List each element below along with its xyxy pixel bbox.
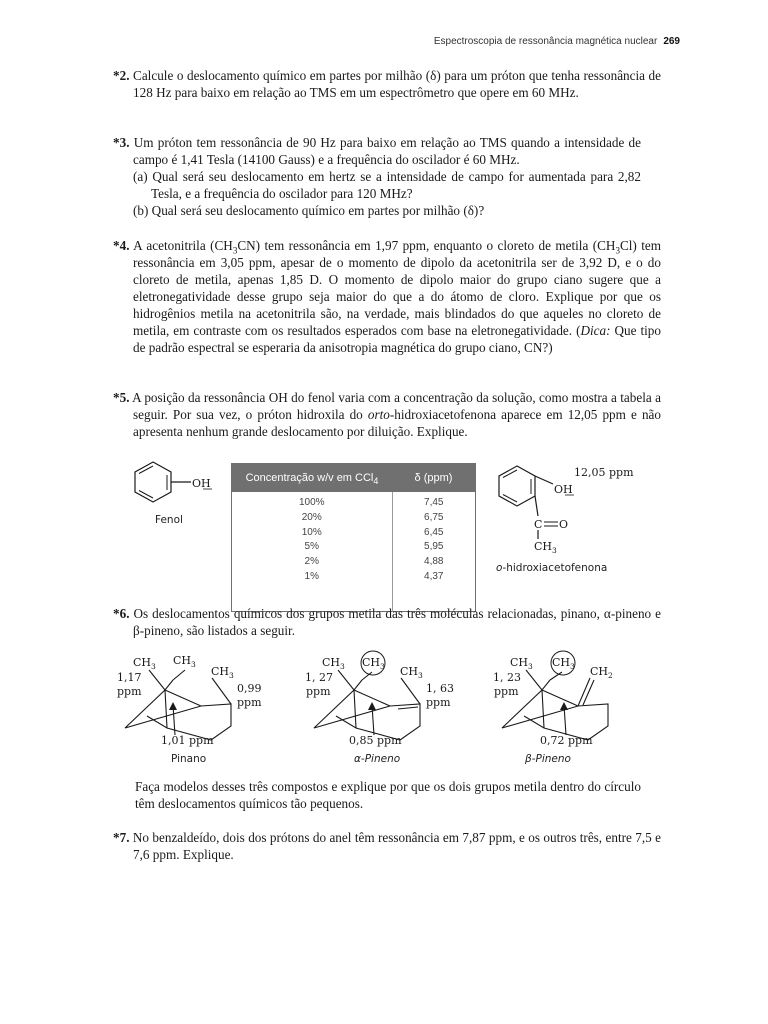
- carbonyl-carbon-label: C: [534, 518, 543, 531]
- shift-column: [392, 492, 476, 612]
- svg-text:CH3: $CH_3$: [173, 654, 196, 669]
- problem-7-text: No benzaldeído, dois dos prótons do anel têm ressonância em 7,87 ppm, e os outros três, entre 7,5 e 7,6 ppm. Explique.: [132, 830, 661, 862]
- svg-text:CH3: $CH_3$: [400, 665, 423, 680]
- problem-3b: (b) Qual será seu deslocamento químico em partes por milhão (δ)?: [133, 203, 485, 218]
- svg-text:CH3: $CH_3$: [362, 656, 385, 671]
- running-header: [434, 36, 680, 47]
- problem-6-number: *6.: [113, 606, 130, 621]
- concentration-row: 100%: [298, 497, 325, 508]
- concentration-row: 5%: [304, 541, 319, 553]
- problem-6-followup: Faça modelos desses três compostos e explique por que os dois grupos metila dentro do círculo têm deslocamentos químicos tão pequenos.: [135, 779, 641, 811]
- hydroxyacetophenone-structure: [490, 462, 640, 562]
- beta-shift-c: 0,72 ppm: [540, 734, 593, 747]
- alpha-shift-b: 1, 63: [426, 682, 454, 695]
- problem-2-number: *2.: [113, 68, 130, 83]
- pinano-shift-b: 0,99: [237, 682, 262, 695]
- pinano-shift-a: 1,17: [117, 671, 142, 684]
- problem-4: *4. A acetonitrila $(CH_3CN)$ tem ressonância em 1,97 ppm, enquanto o cloreto de metila $(CH_3Cl)$ tem ressonância em 3,05 ppm, apesar de o momento de dipolo da acetonitrila ser de 3,92 D, e o do cloreto de metila, apenas 1,85 D. O momento de dipolo maior do grupo ciano sugere que a eletronegatividade desse grupo seja maior do que a do átomo de cloro. Explique por que os hidrogênios metila na acetonitrila são, na verdade, mais blindados do que aqueles no cloreto de metila, em contraste com os resultados esperados com base na eletronegatividade. (Dica: Que tipo de padrão espectral se esperaria da anisotropia magnética do grupo ciano, CN?): [113, 238, 661, 355]
- shift-row: 4,37: [424, 570, 444, 582]
- svg-text:ppm: ppm: [494, 685, 519, 698]
- phenol-concentration-table: [231, 463, 476, 612]
- ohp-shift-label: 12,05 ppm: [574, 466, 634, 479]
- svg-text:CH2: $CH_2$: [590, 665, 613, 680]
- svg-text:ppm: ppm: [426, 696, 451, 709]
- svg-text:ppm: ppm: [117, 685, 142, 698]
- svg-text:ppm: ppm: [237, 696, 262, 709]
- table-header-shift: δ (ppm): [392, 464, 476, 493]
- problem-3: [113, 134, 641, 219]
- problem-2: [113, 67, 661, 101]
- problem-3a: (a) Qual será seu deslocamento em hertz se a intensidade de campo for aumentada para 2,82 Tesla, e a frequência do oscilador para 120 MHz?: [133, 169, 641, 201]
- alpha-pineno-structure: [302, 650, 472, 770]
- problem-6: [113, 605, 661, 639]
- beta-shift-a: 1, 23: [493, 671, 521, 684]
- concentration-row: 10%: [301, 526, 322, 538]
- svg-text:CH3: $CH_3$: [552, 656, 575, 671]
- problem-5: *5. A posição da ressonância OH do fenol varia com a concentração da solução, como mostra a tabela a seguir. Por sua vez, o próton hidroxila do orto-hidroxiacetofenona aparece em 12,05 ppm e não apresenta nenhum grande deslocamento por diluição. Explique.: [113, 390, 661, 439]
- problem-4-number: *4.: [113, 238, 130, 253]
- svg-text:CH3: $CH_3$: [211, 665, 234, 680]
- problem-3-number: *3.: [113, 135, 130, 150]
- acetyl-methyl-label: $CH_3$: [534, 540, 557, 555]
- problem-7-number: *7.: [113, 830, 130, 845]
- svg-text:ppm: ppm: [306, 685, 331, 698]
- problem-7: [113, 829, 661, 863]
- alpha-shift-c: 0,85 ppm: [349, 734, 402, 747]
- shift-row: 5,95: [424, 541, 444, 553]
- beta-pineno-structure: [490, 650, 660, 770]
- problem-2-text: Calcule o deslocamento químico em partes por milhão (δ) para um próton que tenha ressonância de 128 Hz para baixo em relação ao TMS em um espectrômetro que opere em 60 MHz.: [133, 68, 662, 100]
- page-number: 269: [663, 36, 680, 47]
- pinano-shift-c: 1,01 ppm: [161, 734, 214, 747]
- hydroxyacetophenone-caption: o-hidroxiacetofenona: [496, 562, 608, 574]
- carbonyl-oxygen-label: O: [559, 518, 569, 531]
- concentration-row: 20%: [301, 511, 322, 523]
- table-header-concentration: Concentração w/v em CCl$_4$: [232, 464, 393, 493]
- shift-row: 4,88: [424, 556, 444, 568]
- svg-text:CH3: $CH_3$: [510, 656, 533, 671]
- shift-row: 6,75: [424, 511, 444, 523]
- problem-6-text: Os deslocamentos químicos dos grupos metila das três moléculas relacionadas, pinano, α-pineno e β-pineno, são listados a seguir.: [133, 606, 661, 638]
- alpha-pineno-caption: α-Pineno: [354, 753, 401, 765]
- concentration-row: 2%: [304, 556, 319, 568]
- phenol-caption: Fenol: [155, 514, 183, 526]
- phenol-oh-label: OH: [192, 477, 211, 490]
- problem-3-text: Um próton tem ressonância de 90 Hz para baixo em relação ao TMS quando a intensidade de campo é 1,41 Tesla (14100 Gauss) e a frequência do oscilador é 60 MHz.: [133, 135, 642, 167]
- phenol-structure: [128, 458, 223, 510]
- svg-text:CH3: $CH_3$: [133, 656, 156, 671]
- alpha-shift-a: 1, 27: [305, 671, 333, 684]
- running-title: Espectroscopia de ressonância magnética nuclear: [433, 36, 658, 47]
- beta-pineno-caption: β-Pineno: [525, 753, 571, 765]
- pinano-structure: [113, 650, 283, 770]
- shift-row: 6,45: [424, 526, 444, 538]
- pinano-caption: Pinano: [171, 753, 207, 765]
- concentration-row: 1%: [304, 570, 319, 582]
- svg-text:CH3: $CH_3$: [322, 656, 345, 671]
- concentration-column: [232, 492, 393, 612]
- shift-row: 7,45: [424, 497, 444, 508]
- problem-5-number: *5.: [113, 390, 130, 405]
- acetophenone-oh-label: OH: [554, 483, 573, 496]
